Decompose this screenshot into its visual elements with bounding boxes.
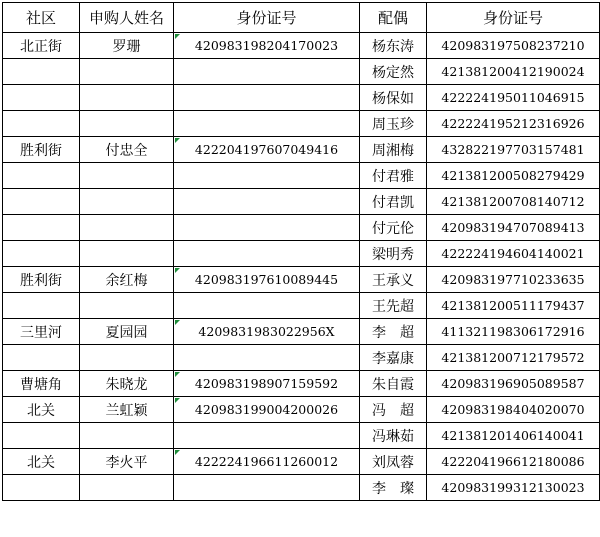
cell-id-number[interactable] — [174, 59, 360, 85]
cell-id-number[interactable]: 420983198204170023 — [174, 33, 360, 59]
cell-spouse-id-number[interactable]: 421381200508279429 — [427, 163, 600, 189]
cell-purchaser[interactable] — [80, 111, 174, 137]
cell-purchaser[interactable]: 余红梅 — [80, 267, 174, 293]
cell-spouse-id-number[interactable]: 421381200511179437 — [427, 293, 600, 319]
table-row — [3, 137, 600, 163]
cell-community[interactable] — [3, 111, 80, 137]
cell-purchaser[interactable]: 夏园园 — [80, 319, 174, 345]
cell-spouse[interactable]: 朱自霞 — [360, 371, 427, 397]
table-row — [3, 33, 600, 59]
cell-spouse[interactable]: 王承义 — [360, 267, 427, 293]
cell-spouse-id-number[interactable]: 420983194707089413 — [427, 215, 600, 241]
cell-id-number[interactable] — [174, 293, 360, 319]
cell-id-number[interactable]: 420983197610089445 — [174, 267, 360, 293]
cell-purchaser[interactable]: 兰虹颖 — [80, 397, 174, 423]
cell-spouse-id-number[interactable]: 422224195011046915 — [427, 85, 600, 111]
cell-spouse[interactable]: 周湘梅 — [360, 137, 427, 163]
cell-community[interactable]: 北关 — [3, 449, 80, 475]
table-row — [3, 319, 600, 345]
cell-community[interactable]: 胜利街 — [3, 267, 80, 293]
cell-purchaser[interactable]: 付忠全 — [80, 137, 174, 163]
cell-id-number[interactable] — [174, 423, 360, 449]
cell-community[interactable] — [3, 345, 80, 371]
table-row — [3, 111, 600, 137]
cell-purchaser[interactable] — [80, 163, 174, 189]
cell-spouse[interactable]: 冯琳茹 — [360, 423, 427, 449]
cell-spouse-id-number[interactable]: 411321198306172916 — [427, 319, 600, 345]
cell-purchaser[interactable] — [80, 475, 174, 501]
cell-id-number[interactable]: 422204197607049416 — [174, 137, 360, 163]
cell-community[interactable] — [3, 241, 80, 267]
cell-spouse-id-number[interactable]: 422224195212316926 — [427, 111, 600, 137]
header-community[interactable]: 社区 — [3, 3, 80, 33]
cell-community[interactable] — [3, 59, 80, 85]
table-row — [3, 163, 600, 189]
cell-spouse-id-number[interactable]: 421381200708140712 — [427, 189, 600, 215]
cell-id-number[interactable] — [174, 475, 360, 501]
cell-spouse-id-number[interactable]: 432822197703157481 — [427, 137, 600, 163]
header-spouse-id-number[interactable]: 身份证号 — [427, 3, 600, 33]
table-row — [3, 371, 600, 397]
table-row — [3, 85, 600, 111]
table-row — [3, 449, 600, 475]
cell-community[interactable] — [3, 423, 80, 449]
cell-community[interactable]: 曹塘角 — [3, 371, 80, 397]
cell-spouse[interactable]: 付君凯 — [360, 189, 427, 215]
header-purchaser[interactable]: 申购人姓名 — [80, 3, 174, 33]
cell-community[interactable]: 北正街 — [3, 33, 80, 59]
cell-spouse-id-number[interactable]: 420983199312130023 — [427, 475, 600, 501]
cell-spouse[interactable]: 杨东涛 — [360, 33, 427, 59]
cell-purchaser[interactable] — [80, 189, 174, 215]
cell-id-number[interactable]: 422224196611260012 — [174, 449, 360, 475]
header-spouse[interactable]: 配偶 — [360, 3, 427, 33]
cell-community[interactable]: 三里河 — [3, 319, 80, 345]
cell-community[interactable] — [3, 163, 80, 189]
cell-spouse-id-number[interactable]: 420983197710233635 — [427, 267, 600, 293]
cell-purchaser[interactable] — [80, 345, 174, 371]
cell-spouse[interactable]: 杨保如 — [360, 85, 427, 111]
cell-id-number[interactable] — [174, 345, 360, 371]
cell-community[interactable] — [3, 85, 80, 111]
cell-purchaser[interactable]: 李火平 — [80, 449, 174, 475]
cell-spouse[interactable]: 付元伦 — [360, 215, 427, 241]
cell-spouse-id-number[interactable]: 422224194604140021 — [427, 241, 600, 267]
cell-id-number[interactable] — [174, 111, 360, 137]
cell-spouse[interactable]: 李嘉康 — [360, 345, 427, 371]
table-row — [3, 241, 600, 267]
cell-spouse-id-number[interactable]: 420983197508237210 — [427, 33, 600, 59]
cell-spouse-id-number[interactable]: 422204196612180086 — [427, 449, 600, 475]
cell-community[interactable] — [3, 293, 80, 319]
cell-community[interactable] — [3, 475, 80, 501]
cell-id-number[interactable] — [174, 241, 360, 267]
table-row — [3, 293, 600, 319]
cell-spouse[interactable]: 付君雅 — [360, 163, 427, 189]
cell-purchaser[interactable] — [80, 241, 174, 267]
table-row — [3, 397, 600, 423]
cell-spouse-id-number[interactable]: 420983198404020070 — [427, 397, 600, 423]
cell-id-number[interactable] — [174, 85, 360, 111]
cell-spouse[interactable]: 杨定然 — [360, 59, 427, 85]
cell-spouse[interactable]: 刘凤蓉 — [360, 449, 427, 475]
cell-spouse[interactable]: 冯 超 — [360, 397, 427, 423]
cell-id-number[interactable]: 4209831983022956X — [174, 319, 360, 345]
cell-purchaser[interactable]: 朱晓龙 — [80, 371, 174, 397]
table-row — [3, 423, 600, 449]
cell-spouse[interactable]: 梁明秀 — [360, 241, 427, 267]
cell-spouse-id-number[interactable]: 421381200412190024 — [427, 59, 600, 85]
table-row — [3, 189, 600, 215]
cell-id-number[interactable] — [174, 163, 360, 189]
cell-community[interactable] — [3, 215, 80, 241]
cell-purchaser[interactable] — [80, 85, 174, 111]
cell-spouse-id-number[interactable]: 420983196905089587 — [427, 371, 600, 397]
cell-id-number[interactable]: 420983198907159592 — [174, 371, 360, 397]
cell-community[interactable]: 北关 — [3, 397, 80, 423]
cell-spouse-id-number[interactable]: 421381201406140041 — [427, 423, 600, 449]
cell-purchaser[interactable]: 罗珊 — [80, 33, 174, 59]
table-row — [3, 345, 600, 371]
cell-spouse[interactable]: 李 超 — [360, 319, 427, 345]
cell-purchaser[interactable] — [80, 293, 174, 319]
cell-spouse[interactable]: 李 璨 — [360, 475, 427, 501]
cell-id-number[interactable]: 420983199004200026 — [174, 397, 360, 423]
cell-purchaser[interactable] — [80, 59, 174, 85]
cell-purchaser[interactable] — [80, 215, 174, 241]
cell-community[interactable] — [3, 189, 80, 215]
cell-id-number[interactable] — [174, 215, 360, 241]
table-row — [3, 267, 600, 293]
table-row — [3, 215, 600, 241]
cell-spouse[interactable]: 王先超 — [360, 293, 427, 319]
table-row — [3, 59, 600, 85]
cell-spouse-id-number[interactable]: 421381200712179572 — [427, 345, 600, 371]
header-row — [3, 3, 600, 33]
table-row — [3, 475, 600, 501]
cell-spouse[interactable]: 周玉珍 — [360, 111, 427, 137]
cell-id-number[interactable] — [174, 189, 360, 215]
cell-purchaser[interactable] — [80, 423, 174, 449]
header-id-number[interactable]: 身份证号 — [174, 3, 360, 33]
cell-community[interactable]: 胜利街 — [3, 137, 80, 163]
purchase-table — [2, 2, 600, 501]
